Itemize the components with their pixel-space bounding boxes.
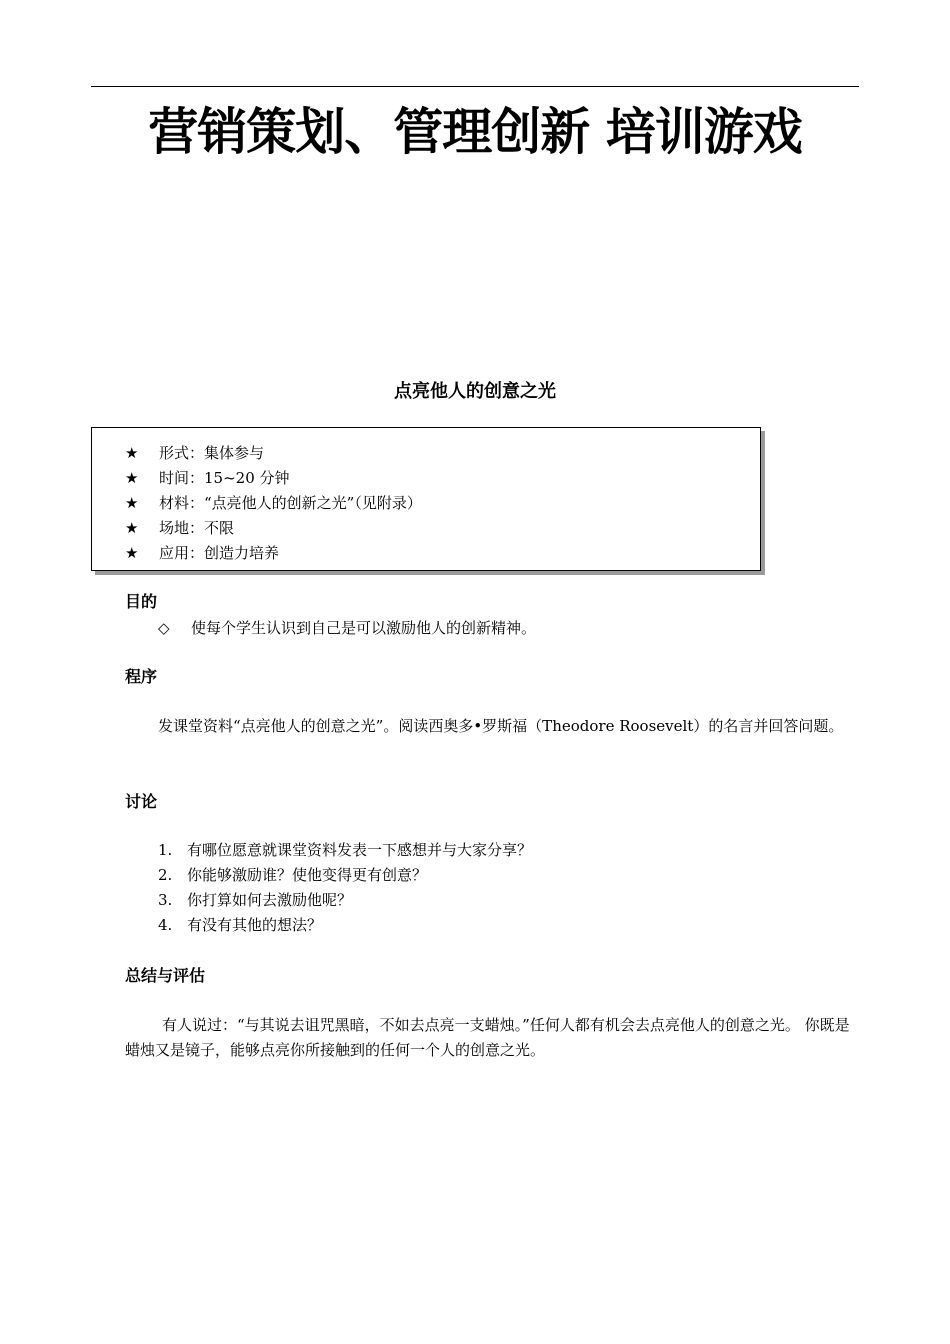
- list-number: 4.: [158, 916, 173, 934]
- list-item: [158, 913, 532, 938]
- info-item: [125, 541, 760, 566]
- info-item-text: 应用：创造力培养: [159, 544, 280, 562]
- purpose-text: 使每个学生认识到自己是可以激励他人的创新精神。: [191, 619, 537, 637]
- activity-title: 点亮他人的创意之光: [394, 381, 556, 402]
- discussion-heading: 讨论: [125, 792, 158, 811]
- discussion-list: [158, 838, 532, 938]
- info-box: [91, 427, 761, 571]
- info-item-text: 材料：“点亮他人的创新之光”（见附录）: [159, 494, 422, 512]
- list-item: [158, 838, 532, 863]
- purpose-item: [158, 616, 536, 641]
- info-item: [125, 516, 760, 541]
- summary-text: 有人说过：“与其说去诅咒黑暗，不如去点亮一支蜡烛。”任何人都有机会去点亮他人的创意之光。 你既是蜡烛又是镜子，能够点亮你所接触到的任何一个人的创意之光。: [125, 1016, 850, 1059]
- star-icon: ★: [125, 494, 139, 512]
- top-rule: [91, 86, 859, 87]
- document-title: 营销策划、管理创新 培训游戏: [148, 103, 802, 161]
- star-icon: ★: [125, 444, 139, 462]
- star-icon: ★: [125, 519, 139, 537]
- list-text: 有没有其他的想法？: [187, 916, 323, 934]
- list-number: 1.: [158, 841, 173, 859]
- info-item-text: 场地：不限: [159, 519, 235, 537]
- info-item-text: 形式：集体参与: [159, 444, 265, 462]
- info-item: [125, 441, 760, 466]
- info-list: [92, 428, 760, 566]
- list-item: [158, 888, 532, 913]
- diamond-icon: ◇: [158, 619, 170, 637]
- list-text: 有哪位愿意就课堂资料发表一下感想并与大家分享？: [187, 841, 533, 859]
- summary-heading: 总结与评估: [125, 966, 206, 985]
- info-item-text: 时间：15~20 分钟: [159, 469, 290, 487]
- list-text: 你能够激励谁？使他变得更有创意？: [187, 866, 428, 884]
- star-icon: ★: [125, 544, 139, 562]
- info-item: [125, 466, 760, 491]
- star-icon: ★: [125, 469, 139, 487]
- list-number: 3.: [158, 891, 173, 909]
- list-number: 2.: [158, 866, 173, 884]
- procedure-text: 发课堂资料“点亮他人的创意之光”。阅读西奥多•罗斯福（Theodore Roosevelt）的名言并回答问题。: [158, 717, 844, 735]
- procedure-heading: 程序: [125, 667, 158, 686]
- list-item: [158, 863, 532, 888]
- list-text: 你打算如何去激励他呢？: [187, 891, 353, 909]
- purpose-heading: 目的: [125, 592, 158, 611]
- info-item: [125, 491, 760, 516]
